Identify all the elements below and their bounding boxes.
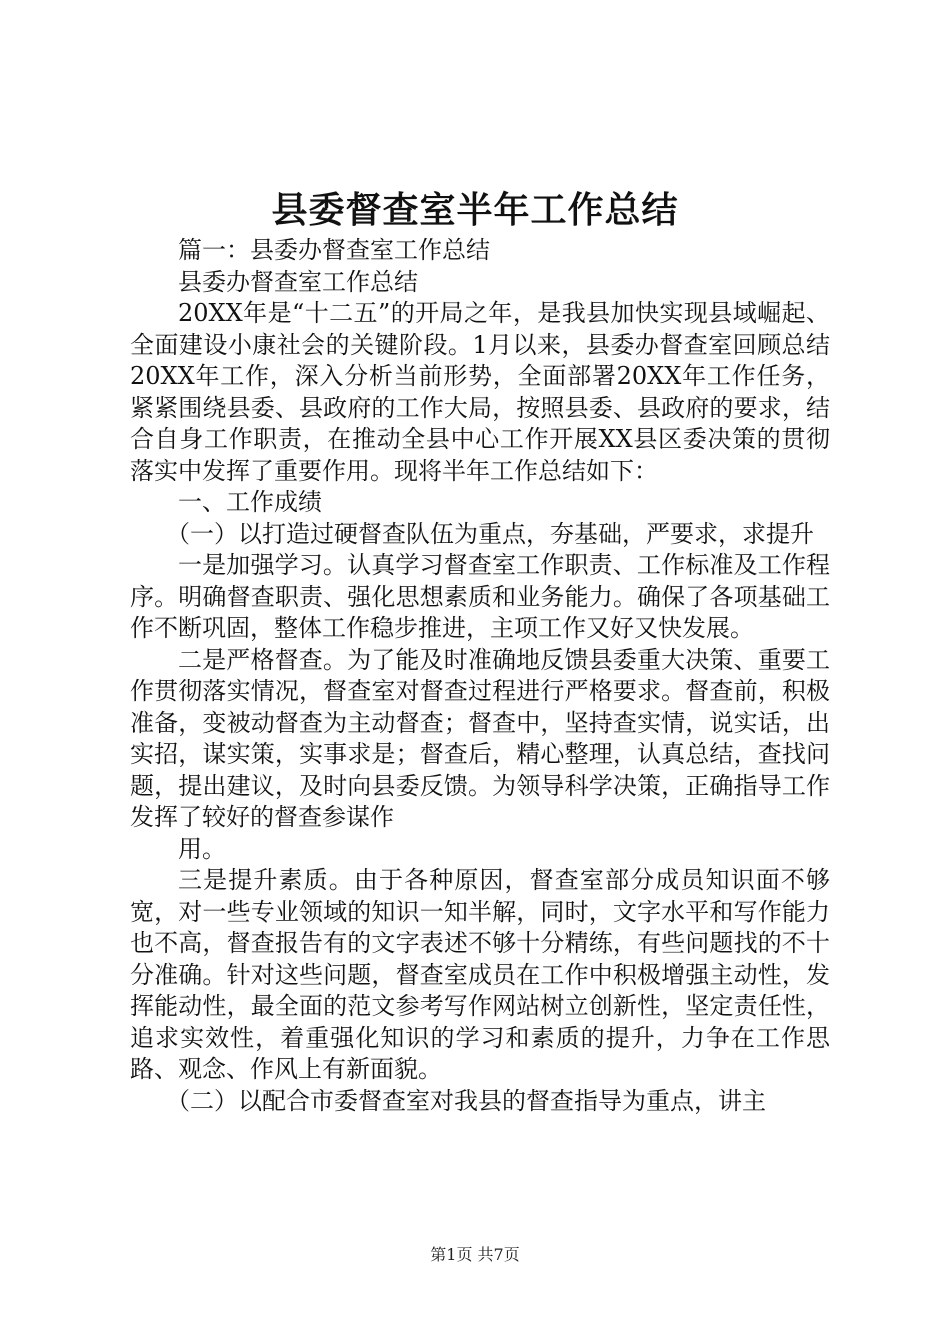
paragraph-subheading-1: （一）以打造过硬督查队伍为重点，夯基础，严要求，求提升 bbox=[166, 519, 814, 548]
paragraph-section-heading: 篇一：县委办督查室工作总结 bbox=[178, 236, 490, 264]
paragraph-study: 一是加强学习。认真学习督查室工作职责、工作标准及工作程序。明确督查职责、强化思想素质和业务能力。确保了各项基础工作不断巩固，整体工作稳步推进，主项工作又好又快发展。 bbox=[130, 551, 830, 642]
paragraph-supervision-tail: 用。 bbox=[178, 834, 226, 863]
paragraph-subheading-2: （二）以配合市委督查室对我县的督查指导为重点，讲主 bbox=[166, 1086, 766, 1115]
paragraph-heading-achievements: 一、工作成绩 bbox=[178, 488, 322, 516]
paragraph-supervision: 二是严格督查。为了能及时准确地反馈县委重大决策、重要工作贯彻落实情况，督查室对督查过程进行严格要求。督查前，积极准备，变被动督查为主动督查；督查中，坚持查实情，说实话，出实招，谋实策，实事求是；督查后，精心整理，认真总结，查找问题，提出建议，及时向县委反馈。为领导科学决策，正确指导工作发挥了较好的督查参谋作 bbox=[130, 645, 830, 831]
paragraph-subtitle: 县委办督查室工作总结 bbox=[178, 267, 418, 296]
paragraph-quality: 三是提升素质。由于各种原因，督查室部分成员知识面不够宽，对一些专业领域的知识一知半解，同时，文字水平和写作能力也不高，督查报告有的文字表述不够十分精练，有些问题找的不十分准确。针对这些问题，督查室成员在工作中积极增强主动性，发挥能动性，最全面的范文参考写作网站树立创新性，坚定责任性，追求实效性，着重强化知识的学习和素质的提升，力争在工作思路、观念、作风上有新面貌。 bbox=[130, 866, 830, 1083]
document-title: 县委督查室半年工作总结 bbox=[271, 189, 679, 231]
page-number-footer: 第1页 共7页 bbox=[430, 1245, 520, 1264]
paragraph-intro: 20XX年是“十二五”的开局之年，是我县加快实现县域崛起、全面建设小康社会的关键阶段。1月以来，县委办督查室回顾总结20XX年工作，深入分析当前形势，全面部署20XX年工作任务，紧紧围绕县委、县政府的工作大局，按照县委、县政府的要求，结合自身工作职责，在推动全县中心工作开展XX县区委决策的贯彻落实中发挥了重要作用。现将半年工作总结如下： bbox=[130, 299, 830, 485]
document-body bbox=[130, 235, 830, 1117]
